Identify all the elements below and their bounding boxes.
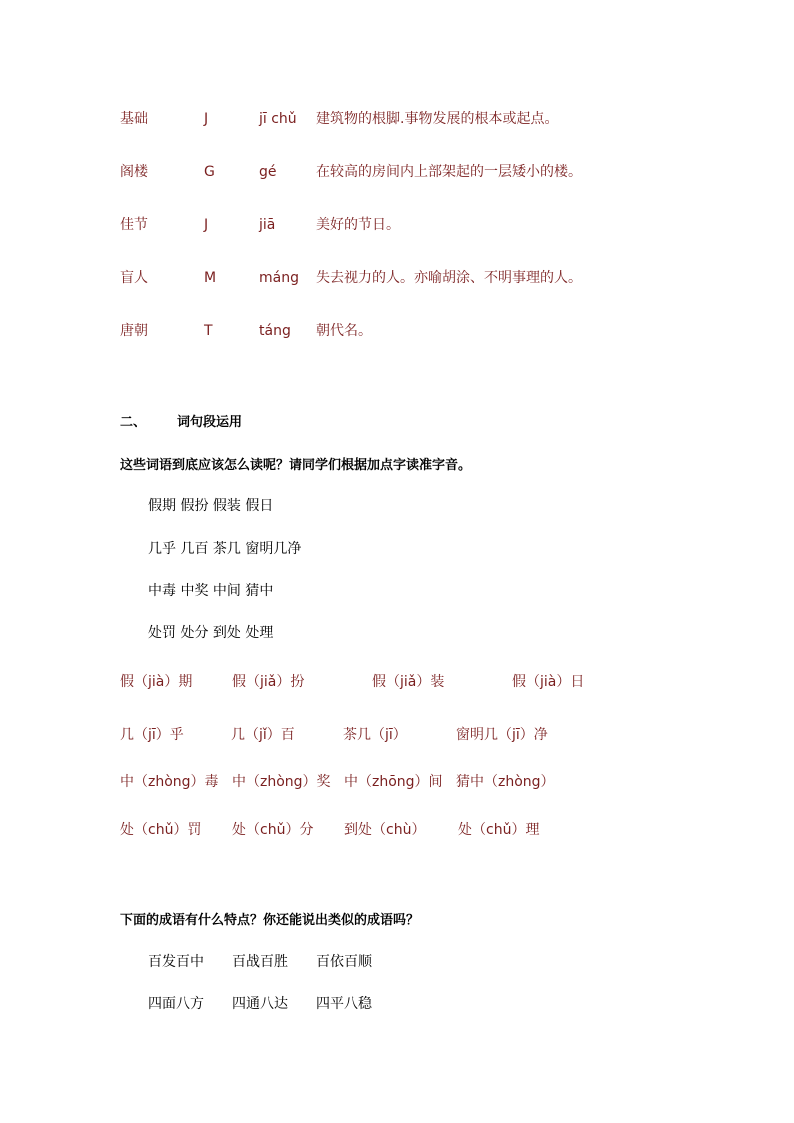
pinyin-item: 假（jiǎ）装	[372, 674, 445, 690]
vocab-letter: T	[204, 323, 213, 339]
idiom-item: 四通八达	[232, 996, 288, 1012]
pinyin-item: 猜中（zhòng）	[456, 774, 555, 790]
idiom-item: 百依百顺	[316, 954, 372, 970]
word-item: 处罚	[148, 625, 176, 641]
pinyin-item: 到处（chù）	[344, 822, 426, 838]
vocab-letter: G	[204, 164, 215, 180]
vocab-word: 盲人	[120, 270, 148, 286]
word-item: 处理	[245, 625, 274, 641]
vocab-definition: 美好的节日。	[316, 217, 400, 233]
word-row	[148, 495, 273, 515]
vocab-letter: M	[204, 270, 217, 286]
word-item: 茶几	[212, 541, 241, 557]
pinyin-item: 假（jià）期	[120, 674, 193, 690]
word-item: 中间	[212, 583, 241, 599]
word-item: 假日	[245, 498, 274, 514]
word-item: 处分	[180, 625, 209, 641]
pinyin-item: 几（jī）乎	[120, 727, 184, 743]
vocab-pinyin: gé	[259, 164, 277, 180]
vocab-pinyin: táng	[259, 323, 291, 339]
pinyin-item: 假（jià）日	[512, 674, 585, 690]
pinyin-item: 中（zhòng）奖	[232, 774, 331, 790]
word-item: 猜中	[245, 583, 274, 599]
pinyin-item: 处（chǔ）罚	[120, 822, 202, 838]
vocab-word: 基础	[120, 111, 148, 127]
idiom-item: 四面八方	[148, 996, 204, 1012]
word-item: 几乎	[148, 541, 176, 557]
vocab-pinyin: jiā	[259, 217, 276, 233]
vocab-letter: J	[204, 217, 209, 233]
word-row	[148, 538, 301, 558]
word-item: 中毒	[148, 583, 176, 599]
word-item: 到处	[212, 625, 241, 641]
pinyin-item: 中（zhōng）间	[344, 774, 443, 790]
word-item: 中奖	[180, 583, 209, 599]
pinyin-item: 中（zhòng）毒	[120, 774, 219, 790]
word-item: 窗明几净	[245, 541, 302, 557]
word-row	[148, 622, 273, 642]
pinyin-item: 几（jǐ）百	[231, 727, 295, 743]
vocab-word: 佳节	[120, 217, 148, 233]
vocab-definition: 建筑物的根脚.事物发展的根本或起点。	[316, 111, 559, 127]
vocab-word: 唐朝	[120, 323, 148, 339]
vocab-definition: 在较高的房间内上部架起的一层矮小的楼。	[316, 164, 582, 180]
section-title: 词句段运用	[177, 415, 243, 430]
word-item: 几百	[180, 541, 209, 557]
word-row	[148, 580, 273, 600]
pinyin-item: 假（jiǎ）扮	[232, 674, 305, 690]
vocab-word: 阁楼	[120, 164, 148, 180]
question-text: 这些词语到底应该怎么读呢？请同学们根据加点字读准字音。	[120, 458, 472, 473]
vocab-pinyin: máng	[259, 270, 299, 286]
vocab-pinyin: jī chǔ	[259, 111, 297, 127]
section-number: 二、	[120, 415, 147, 430]
idiom-item: 百发百中	[148, 954, 204, 970]
vocab-letter: J	[204, 111, 209, 127]
idiom-item: 四平八稳	[316, 996, 372, 1012]
pinyin-item: 茶几（jī）	[343, 727, 407, 743]
vocab-definition: 失去视力的人。亦喻胡涂、不明事理的人。	[316, 270, 582, 286]
idiom-item: 百战百胜	[232, 954, 288, 970]
pinyin-item: 处（chǔ）分	[232, 822, 314, 838]
word-item: 假扮	[180, 498, 209, 514]
pinyin-item: 处（chǔ）理	[458, 822, 540, 838]
question-text: 下面的成语有什么特点？你还能说出类似的成语吗？	[120, 913, 420, 928]
word-item: 假期	[148, 498, 176, 514]
word-item: 假装	[212, 498, 241, 514]
pinyin-item: 窗明几（jī）净	[456, 727, 548, 743]
vocab-definition: 朝代名。	[316, 323, 372, 339]
